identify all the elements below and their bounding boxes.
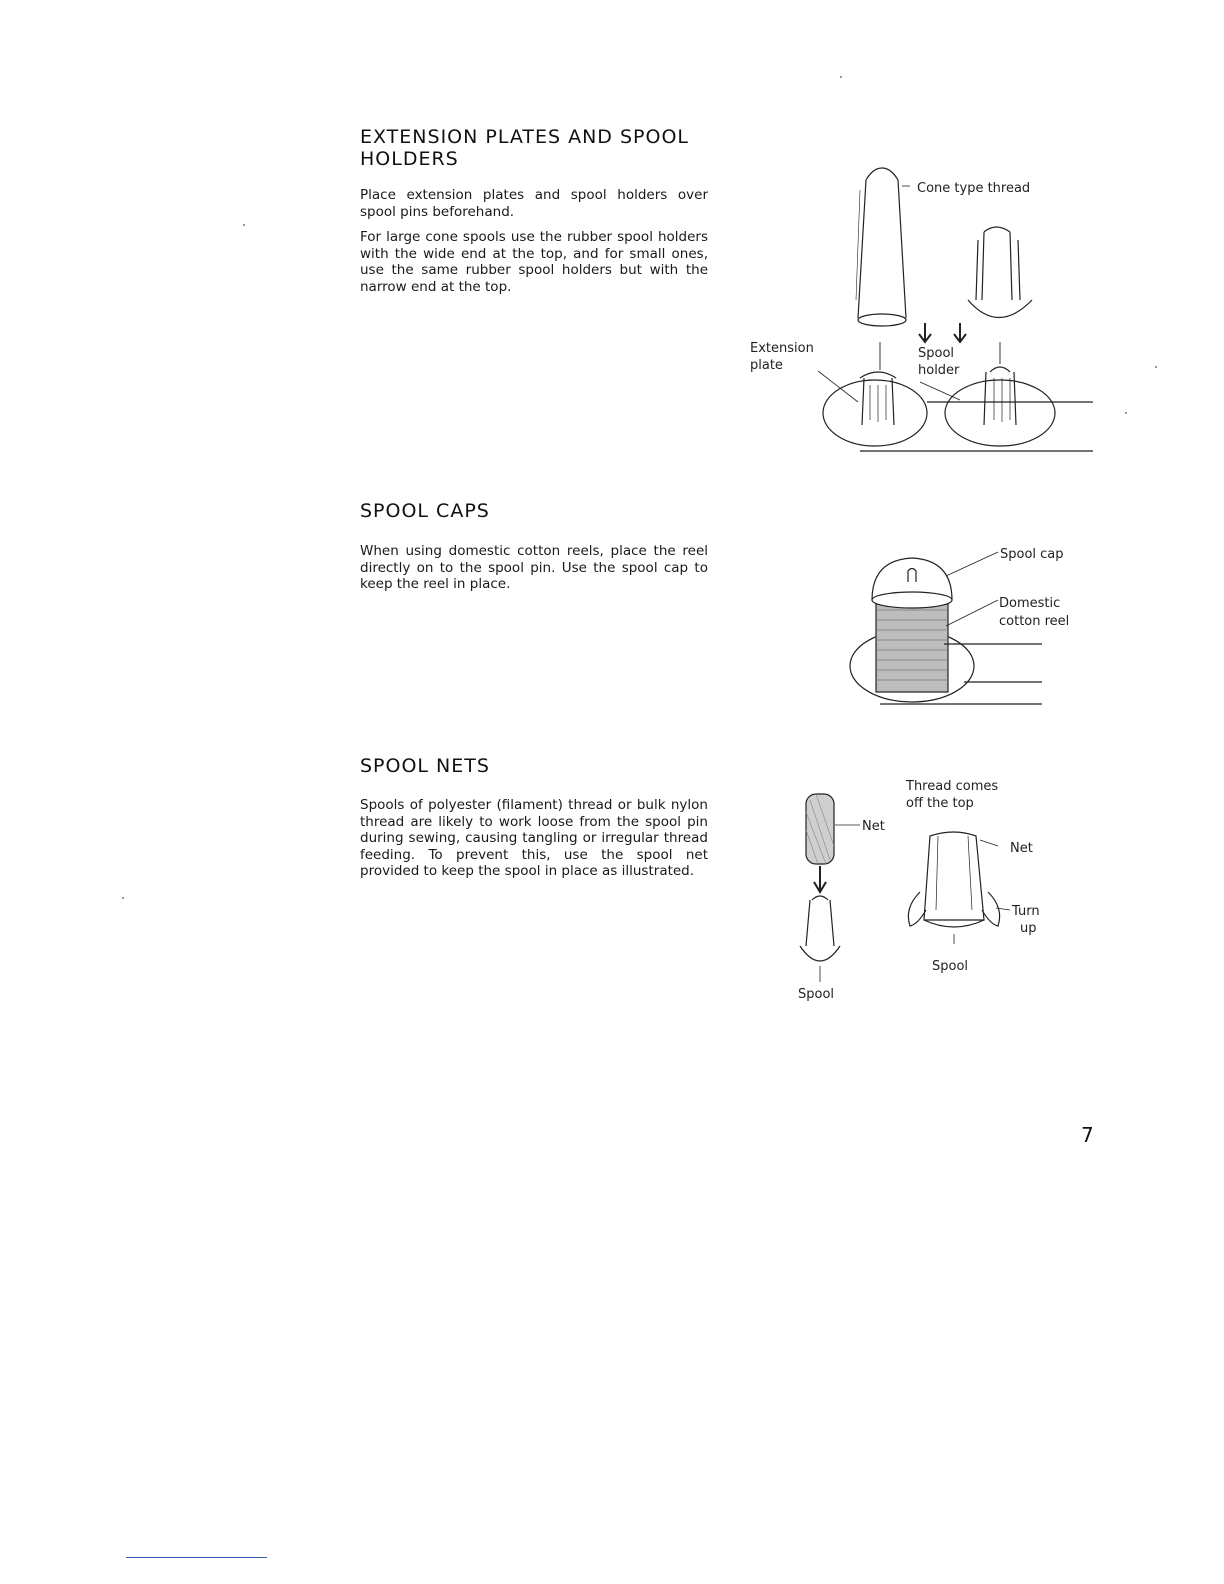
- section-heading-spool-nets: SPOOL NETS: [360, 755, 490, 777]
- label-extension: Extension: [750, 341, 814, 356]
- extension-paragraph-1: Place extension plates and spool holders over spool pins beforehand.: [360, 187, 708, 220]
- spool-nets-paragraph: Spools of polyester (filament) thread or bulk nylon thread are likely to work loose from the spool pin during sewing, causing tangling or irregular thread feeding. To prevent this, use the spool net provided to keep the spool in place as illustrated.: [360, 797, 708, 879]
- spool-caps-paragraph: When using domestic cotton reels, place the reel directly on to the spool pin. Use the spool cap to keep the reel in place.: [360, 543, 708, 592]
- label-up: up: [1020, 921, 1037, 936]
- label-holder: holder: [918, 363, 960, 378]
- label-spool-cap: Spool cap: [1000, 547, 1064, 562]
- label-spool: Spool: [918, 346, 955, 361]
- label-spool-right: Spool: [932, 959, 969, 974]
- scan-speck: [1155, 366, 1157, 368]
- footer-rule: [126, 1557, 267, 1558]
- label-thread-comes: Thread comes: [906, 779, 999, 794]
- label-off-the-top: off the top: [906, 796, 974, 811]
- label-plate: plate: [750, 358, 783, 373]
- scan-speck: [122, 897, 124, 899]
- label-turn: Turn: [1012, 904, 1040, 919]
- label-spool-left: Spool: [798, 987, 835, 1002]
- scan-speck: [840, 76, 842, 78]
- label-cone-type-thread: Cone type thread: [917, 181, 1031, 196]
- section-heading-spool-caps: SPOOL CAPS: [360, 500, 490, 522]
- label-net-right: Net: [1010, 841, 1033, 856]
- scan-speck: [243, 224, 245, 226]
- scan-speck: [1125, 412, 1127, 414]
- page-number: 7: [1081, 1123, 1094, 1147]
- extension-paragraph-2: For large cone spools use the rubber spool holders with the wide end at the top, and for small ones, use the same rubber spool holders but with the narrow end at the top.: [360, 229, 708, 295]
- heading-line-2: HOLDERS: [360, 148, 459, 170]
- heading-line-1: EXTENSION PLATES AND SPOOL: [360, 126, 689, 148]
- label-domestic: Domestic: [999, 596, 1061, 611]
- label-net-left: Net: [862, 819, 885, 834]
- label-cotton-reel: cotton reel: [999, 614, 1070, 629]
